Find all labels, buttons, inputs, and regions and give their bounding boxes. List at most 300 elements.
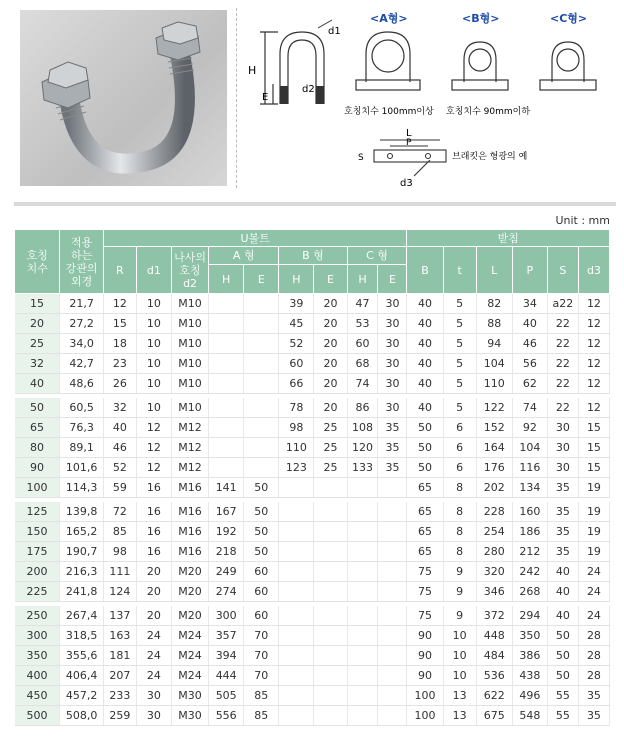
- header-type-b: B 형: [279, 247, 347, 265]
- table-cell: [209, 354, 244, 374]
- label-e: E: [262, 92, 269, 103]
- table-cell: 35: [378, 458, 407, 478]
- table-cell: 98: [279, 418, 314, 438]
- type-c-title: <C형>: [550, 12, 588, 25]
- table-cell: 40: [547, 606, 578, 626]
- table-cell: 30: [378, 294, 407, 314]
- table-cell: [378, 478, 407, 498]
- table-cell: 12: [578, 374, 609, 394]
- table-cell: M10: [171, 398, 208, 418]
- table-cell: 16: [136, 478, 171, 498]
- table-cell: 13: [443, 686, 476, 706]
- label-d2: d2: [302, 84, 315, 95]
- table-cell: 24: [136, 646, 171, 666]
- table-cell: 40: [407, 294, 443, 314]
- table-cell: 548: [512, 706, 547, 726]
- table-cell: 50: [547, 666, 578, 686]
- product-photo: [20, 10, 227, 186]
- table-cell: [244, 314, 279, 334]
- table-row: [15, 706, 610, 726]
- table-cell: 110: [279, 438, 314, 458]
- u-bolt-photo: [20, 10, 227, 186]
- table-cell: a22: [547, 294, 578, 314]
- table-cell: M20: [171, 582, 208, 602]
- table-cell: M10: [171, 354, 208, 374]
- table-cell: 65: [407, 502, 443, 522]
- table-cell: 12: [578, 314, 609, 334]
- table-cell: 30: [136, 706, 171, 726]
- table-cell: 300: [209, 606, 244, 626]
- table-cell: [244, 294, 279, 314]
- table-cell: 20: [314, 314, 347, 334]
- table-cell: 45: [279, 314, 314, 334]
- table-cell: 50: [407, 418, 443, 438]
- header-bracket: 받침: [407, 230, 610, 247]
- table-cell: 19: [578, 542, 609, 562]
- table-cell: 89,1: [60, 438, 103, 458]
- table-cell: [314, 626, 347, 646]
- table-cell: 8: [443, 478, 476, 498]
- table-row: [15, 542, 610, 562]
- table-row: [15, 438, 610, 458]
- table-row: [15, 582, 610, 602]
- table-cell: 176: [476, 458, 512, 478]
- header-type-c: C 형: [347, 247, 407, 265]
- table-cell: 22: [547, 334, 578, 354]
- table-cell: 78: [279, 398, 314, 418]
- table-cell: 165,2: [60, 522, 103, 542]
- table-cell: 6: [443, 438, 476, 458]
- table-cell: 52: [103, 458, 136, 478]
- table-cell: 28: [578, 666, 609, 686]
- table-cell: [279, 478, 314, 498]
- table-cell: 400: [15, 666, 60, 686]
- type-c-drawing: [540, 42, 596, 90]
- table-cell: 216,3: [60, 562, 103, 582]
- table-cell: 39: [279, 294, 314, 314]
- table-cell: 10: [136, 354, 171, 374]
- table-cell: [209, 334, 244, 354]
- table-cell: [244, 354, 279, 374]
- header-c-e: E: [378, 265, 407, 294]
- table-cell: 8: [443, 542, 476, 562]
- header-p: P: [512, 247, 547, 294]
- table-cell: 350: [15, 646, 60, 666]
- table-cell: 60: [279, 354, 314, 374]
- table-cell: [347, 626, 378, 646]
- table-cell: 268: [512, 582, 547, 602]
- table-cell: 233: [103, 686, 136, 706]
- table-cell: 9: [443, 562, 476, 582]
- section-divider: [14, 202, 616, 206]
- table-cell: 35: [547, 542, 578, 562]
- table-cell: 100: [15, 478, 60, 498]
- table-cell: 24: [136, 626, 171, 646]
- table-cell: 50: [244, 522, 279, 542]
- table-cell: 50: [547, 626, 578, 646]
- table-cell: 100: [407, 686, 443, 706]
- table-cell: 122: [476, 398, 512, 418]
- type-a-drawing: [356, 32, 420, 90]
- table-cell: 12: [136, 438, 171, 458]
- table-cell: 50: [15, 398, 60, 418]
- table-cell: 35: [547, 502, 578, 522]
- table-cell: 10: [136, 314, 171, 334]
- table-cell: 134: [512, 478, 547, 498]
- table-cell: [209, 294, 244, 314]
- table-cell: 139,8: [60, 502, 103, 522]
- table-row: [15, 334, 610, 354]
- header-thread: 나사의 호칭 d2: [171, 247, 208, 294]
- bracket-note: 브래킷은 형광의 예: [452, 152, 528, 162]
- thread-right: [316, 86, 324, 104]
- table-cell: [244, 418, 279, 438]
- table-cell: [314, 646, 347, 666]
- table-cell: [347, 478, 378, 498]
- table-cell: 5: [443, 334, 476, 354]
- table-cell: 556: [209, 706, 244, 726]
- table-cell: 30: [136, 686, 171, 706]
- table-cell: 6: [443, 458, 476, 478]
- spec-table: [14, 229, 610, 726]
- table-cell: 10: [136, 294, 171, 314]
- table-cell: 68: [347, 354, 378, 374]
- table-row: [15, 562, 610, 582]
- table-row: [15, 606, 610, 626]
- table-cell: [314, 562, 347, 582]
- table-cell: 22: [547, 314, 578, 334]
- table-cell: M10: [171, 294, 208, 314]
- table-cell: [378, 626, 407, 646]
- table-cell: [314, 706, 347, 726]
- table-cell: 40: [103, 418, 136, 438]
- table-cell: 175: [15, 542, 60, 562]
- table-cell: 35: [378, 438, 407, 458]
- table-cell: 35: [378, 418, 407, 438]
- table-cell: 48,6: [60, 374, 103, 394]
- table-cell: 274: [209, 582, 244, 602]
- table-cell: 450: [15, 686, 60, 706]
- table-cell: 9: [443, 606, 476, 626]
- table-cell: 212: [512, 542, 547, 562]
- table-cell: 27,2: [60, 314, 103, 334]
- header-bracket-b: B: [407, 247, 443, 294]
- table-cell: 32: [15, 354, 60, 374]
- table-cell: 75: [407, 606, 443, 626]
- table-cell: 30: [547, 418, 578, 438]
- table-cell: M16: [171, 502, 208, 522]
- table-cell: 23: [103, 354, 136, 374]
- label-d1: d1: [328, 26, 341, 37]
- table-cell: M12: [171, 438, 208, 458]
- vertical-separator: [236, 8, 237, 188]
- table-cell: 5: [443, 314, 476, 334]
- table-cell: M24: [171, 666, 208, 686]
- table-cell: 123: [279, 458, 314, 478]
- label-h: H: [248, 64, 257, 77]
- table-cell: 22: [547, 374, 578, 394]
- table-cell: 202: [476, 478, 512, 498]
- table-cell: 90: [407, 626, 443, 646]
- table-cell: 5: [443, 354, 476, 374]
- table-cell: 10: [136, 374, 171, 394]
- table-cell: 72: [103, 502, 136, 522]
- table-cell: 60: [244, 582, 279, 602]
- table-cell: 505: [209, 686, 244, 706]
- table-cell: 8: [443, 522, 476, 542]
- table-cell: M20: [171, 606, 208, 626]
- table-cell: 137: [103, 606, 136, 626]
- table-cell: 13: [443, 706, 476, 726]
- type-a-note: 호칭치수 100mm이상: [344, 107, 434, 117]
- table-cell: 90: [407, 666, 443, 686]
- table-cell: [378, 522, 407, 542]
- table-cell: 85: [244, 686, 279, 706]
- table-cell: 10: [443, 666, 476, 686]
- table-cell: [209, 314, 244, 334]
- table-cell: M16: [171, 542, 208, 562]
- thread-left: [280, 86, 288, 104]
- table-cell: [209, 438, 244, 458]
- table-cell: [279, 522, 314, 542]
- table-cell: 12: [578, 294, 609, 314]
- table-cell: 15: [15, 294, 60, 314]
- table-cell: 28: [578, 646, 609, 666]
- unit-label: Unit : mm: [555, 214, 610, 227]
- table-cell: 675: [476, 706, 512, 726]
- table-cell: M30: [171, 706, 208, 726]
- table-cell: 50: [547, 646, 578, 666]
- type-b-note: 호칭치수 90mm이하: [446, 107, 531, 117]
- table-cell: 19: [578, 502, 609, 522]
- table-cell: 65: [15, 418, 60, 438]
- table-cell: 25: [314, 418, 347, 438]
- table-cell: 34: [512, 294, 547, 314]
- table-cell: [347, 522, 378, 542]
- table-cell: 12: [136, 458, 171, 478]
- table-cell: 65: [407, 522, 443, 542]
- table-cell: 16: [136, 542, 171, 562]
- table-row: [15, 522, 610, 542]
- table-row: [15, 418, 610, 438]
- spec-table-body: [15, 294, 610, 726]
- header-type-a: A 형: [209, 247, 279, 265]
- table-cell: 65: [407, 542, 443, 562]
- table-cell: [279, 606, 314, 626]
- table-cell: 28: [578, 626, 609, 646]
- table-cell: [244, 458, 279, 478]
- table-cell: 108: [347, 418, 378, 438]
- table-cell: [244, 374, 279, 394]
- table-cell: 35: [547, 478, 578, 498]
- table-cell: 35: [578, 686, 609, 706]
- table-row: [15, 666, 610, 686]
- table-cell: 12: [578, 334, 609, 354]
- table-cell: [314, 542, 347, 562]
- header-l: L: [476, 247, 512, 294]
- header-b-h: H: [279, 265, 314, 294]
- table-cell: 82: [476, 294, 512, 314]
- table-cell: 10: [443, 646, 476, 666]
- table-cell: 12: [578, 398, 609, 418]
- technical-diagram: [240, 4, 620, 194]
- table-cell: 496: [512, 686, 547, 706]
- table-row: [15, 314, 610, 334]
- table-cell: 280: [476, 542, 512, 562]
- table-cell: [209, 458, 244, 478]
- table-cell: 163: [103, 626, 136, 646]
- table-cell: 20: [15, 314, 60, 334]
- table-cell: 66: [279, 374, 314, 394]
- table-cell: [244, 398, 279, 418]
- table-cell: 12: [103, 294, 136, 314]
- table-cell: [378, 562, 407, 582]
- table-cell: 406,4: [60, 666, 103, 686]
- table-cell: 164: [476, 438, 512, 458]
- table-cell: 484: [476, 646, 512, 666]
- table-cell: [314, 582, 347, 602]
- table-cell: 114,3: [60, 478, 103, 498]
- table-cell: [347, 562, 378, 582]
- table-cell: 30: [547, 458, 578, 478]
- table-cell: 40: [547, 562, 578, 582]
- table-row: [15, 646, 610, 666]
- table-cell: 457,2: [60, 686, 103, 706]
- label-l: L: [406, 128, 412, 139]
- table-cell: 35: [547, 522, 578, 542]
- table-cell: 25: [15, 334, 60, 354]
- table-cell: 225: [15, 582, 60, 602]
- table-cell: [314, 522, 347, 542]
- table-cell: 40: [547, 582, 578, 602]
- table-cell: M12: [171, 418, 208, 438]
- header-nominal: 호칭 치수: [15, 230, 60, 294]
- type-b-drawing: [452, 42, 508, 90]
- table-cell: 30: [378, 354, 407, 374]
- table-cell: 80: [15, 438, 60, 458]
- table-cell: [347, 686, 378, 706]
- table-cell: 111: [103, 562, 136, 582]
- table-cell: 536: [476, 666, 512, 686]
- table-cell: [314, 686, 347, 706]
- table-cell: 124: [103, 582, 136, 602]
- table-cell: 30: [378, 314, 407, 334]
- table-cell: 12: [136, 418, 171, 438]
- table-cell: 20: [136, 582, 171, 602]
- table-cell: 259: [103, 706, 136, 726]
- header-a-e: E: [244, 265, 279, 294]
- table-cell: 254: [476, 522, 512, 542]
- table-cell: 98: [103, 542, 136, 562]
- table-cell: 104: [476, 354, 512, 374]
- table-cell: 46: [512, 334, 547, 354]
- table-cell: 20: [314, 294, 347, 314]
- table-cell: M16: [171, 522, 208, 542]
- table-cell: 346: [476, 582, 512, 602]
- table-cell: 250: [15, 606, 60, 626]
- table-cell: 294: [512, 606, 547, 626]
- table-cell: 228: [476, 502, 512, 522]
- table-cell: 60: [244, 562, 279, 582]
- table-cell: 53: [347, 314, 378, 334]
- table-cell: [279, 626, 314, 646]
- table-cell: [347, 666, 378, 686]
- table-cell: 40: [407, 374, 443, 394]
- table-cell: 55: [547, 686, 578, 706]
- table-cell: 15: [578, 458, 609, 478]
- table-cell: 218: [209, 542, 244, 562]
- table-cell: 104: [512, 438, 547, 458]
- table-cell: 120: [347, 438, 378, 458]
- table-cell: 50: [407, 458, 443, 478]
- table-cell: [279, 562, 314, 582]
- table-cell: [347, 606, 378, 626]
- table-cell: M24: [171, 626, 208, 646]
- table-cell: 20: [314, 354, 347, 374]
- table-cell: 15: [103, 314, 136, 334]
- table-cell: 350: [512, 626, 547, 646]
- table-cell: 300: [15, 626, 60, 646]
- table-row: [15, 626, 610, 646]
- table-cell: 372: [476, 606, 512, 626]
- header-d1: d1: [136, 247, 171, 294]
- table-cell: 18: [103, 334, 136, 354]
- table-cell: [378, 502, 407, 522]
- table-cell: 75: [407, 582, 443, 602]
- table-cell: 88: [476, 314, 512, 334]
- table-cell: [378, 646, 407, 666]
- table-row: [15, 374, 610, 394]
- table-cell: M24: [171, 646, 208, 666]
- header-r: R: [103, 247, 136, 294]
- table-cell: 74: [347, 374, 378, 394]
- header-b-e: E: [314, 265, 347, 294]
- table-cell: [378, 582, 407, 602]
- table-cell: 20: [136, 562, 171, 582]
- table-cell: 30: [547, 438, 578, 458]
- table-cell: 30: [378, 374, 407, 394]
- table-cell: 10: [136, 398, 171, 418]
- table-cell: 60: [244, 606, 279, 626]
- table-cell: M10: [171, 334, 208, 354]
- table-cell: [244, 334, 279, 354]
- table-cell: [209, 398, 244, 418]
- table-cell: [378, 606, 407, 626]
- table-cell: [279, 502, 314, 522]
- table-cell: 40: [407, 334, 443, 354]
- table-cell: 24: [578, 562, 609, 582]
- table-cell: 62: [512, 374, 547, 394]
- table-cell: 26: [103, 374, 136, 394]
- table-cell: 40: [407, 354, 443, 374]
- table-cell: 125: [15, 502, 60, 522]
- table-row: [15, 502, 610, 522]
- table-cell: 92: [512, 418, 547, 438]
- table-cell: [244, 438, 279, 458]
- table-cell: 100: [407, 706, 443, 726]
- table-cell: [347, 542, 378, 562]
- table-cell: 34,0: [60, 334, 103, 354]
- table-cell: 394: [209, 646, 244, 666]
- table-cell: 186: [512, 522, 547, 542]
- table-row: [15, 354, 610, 374]
- table-cell: 448: [476, 626, 512, 646]
- table-cell: M10: [171, 314, 208, 334]
- table-cell: 55: [547, 706, 578, 726]
- table-cell: [279, 666, 314, 686]
- table-cell: [314, 606, 347, 626]
- table-cell: 6: [443, 418, 476, 438]
